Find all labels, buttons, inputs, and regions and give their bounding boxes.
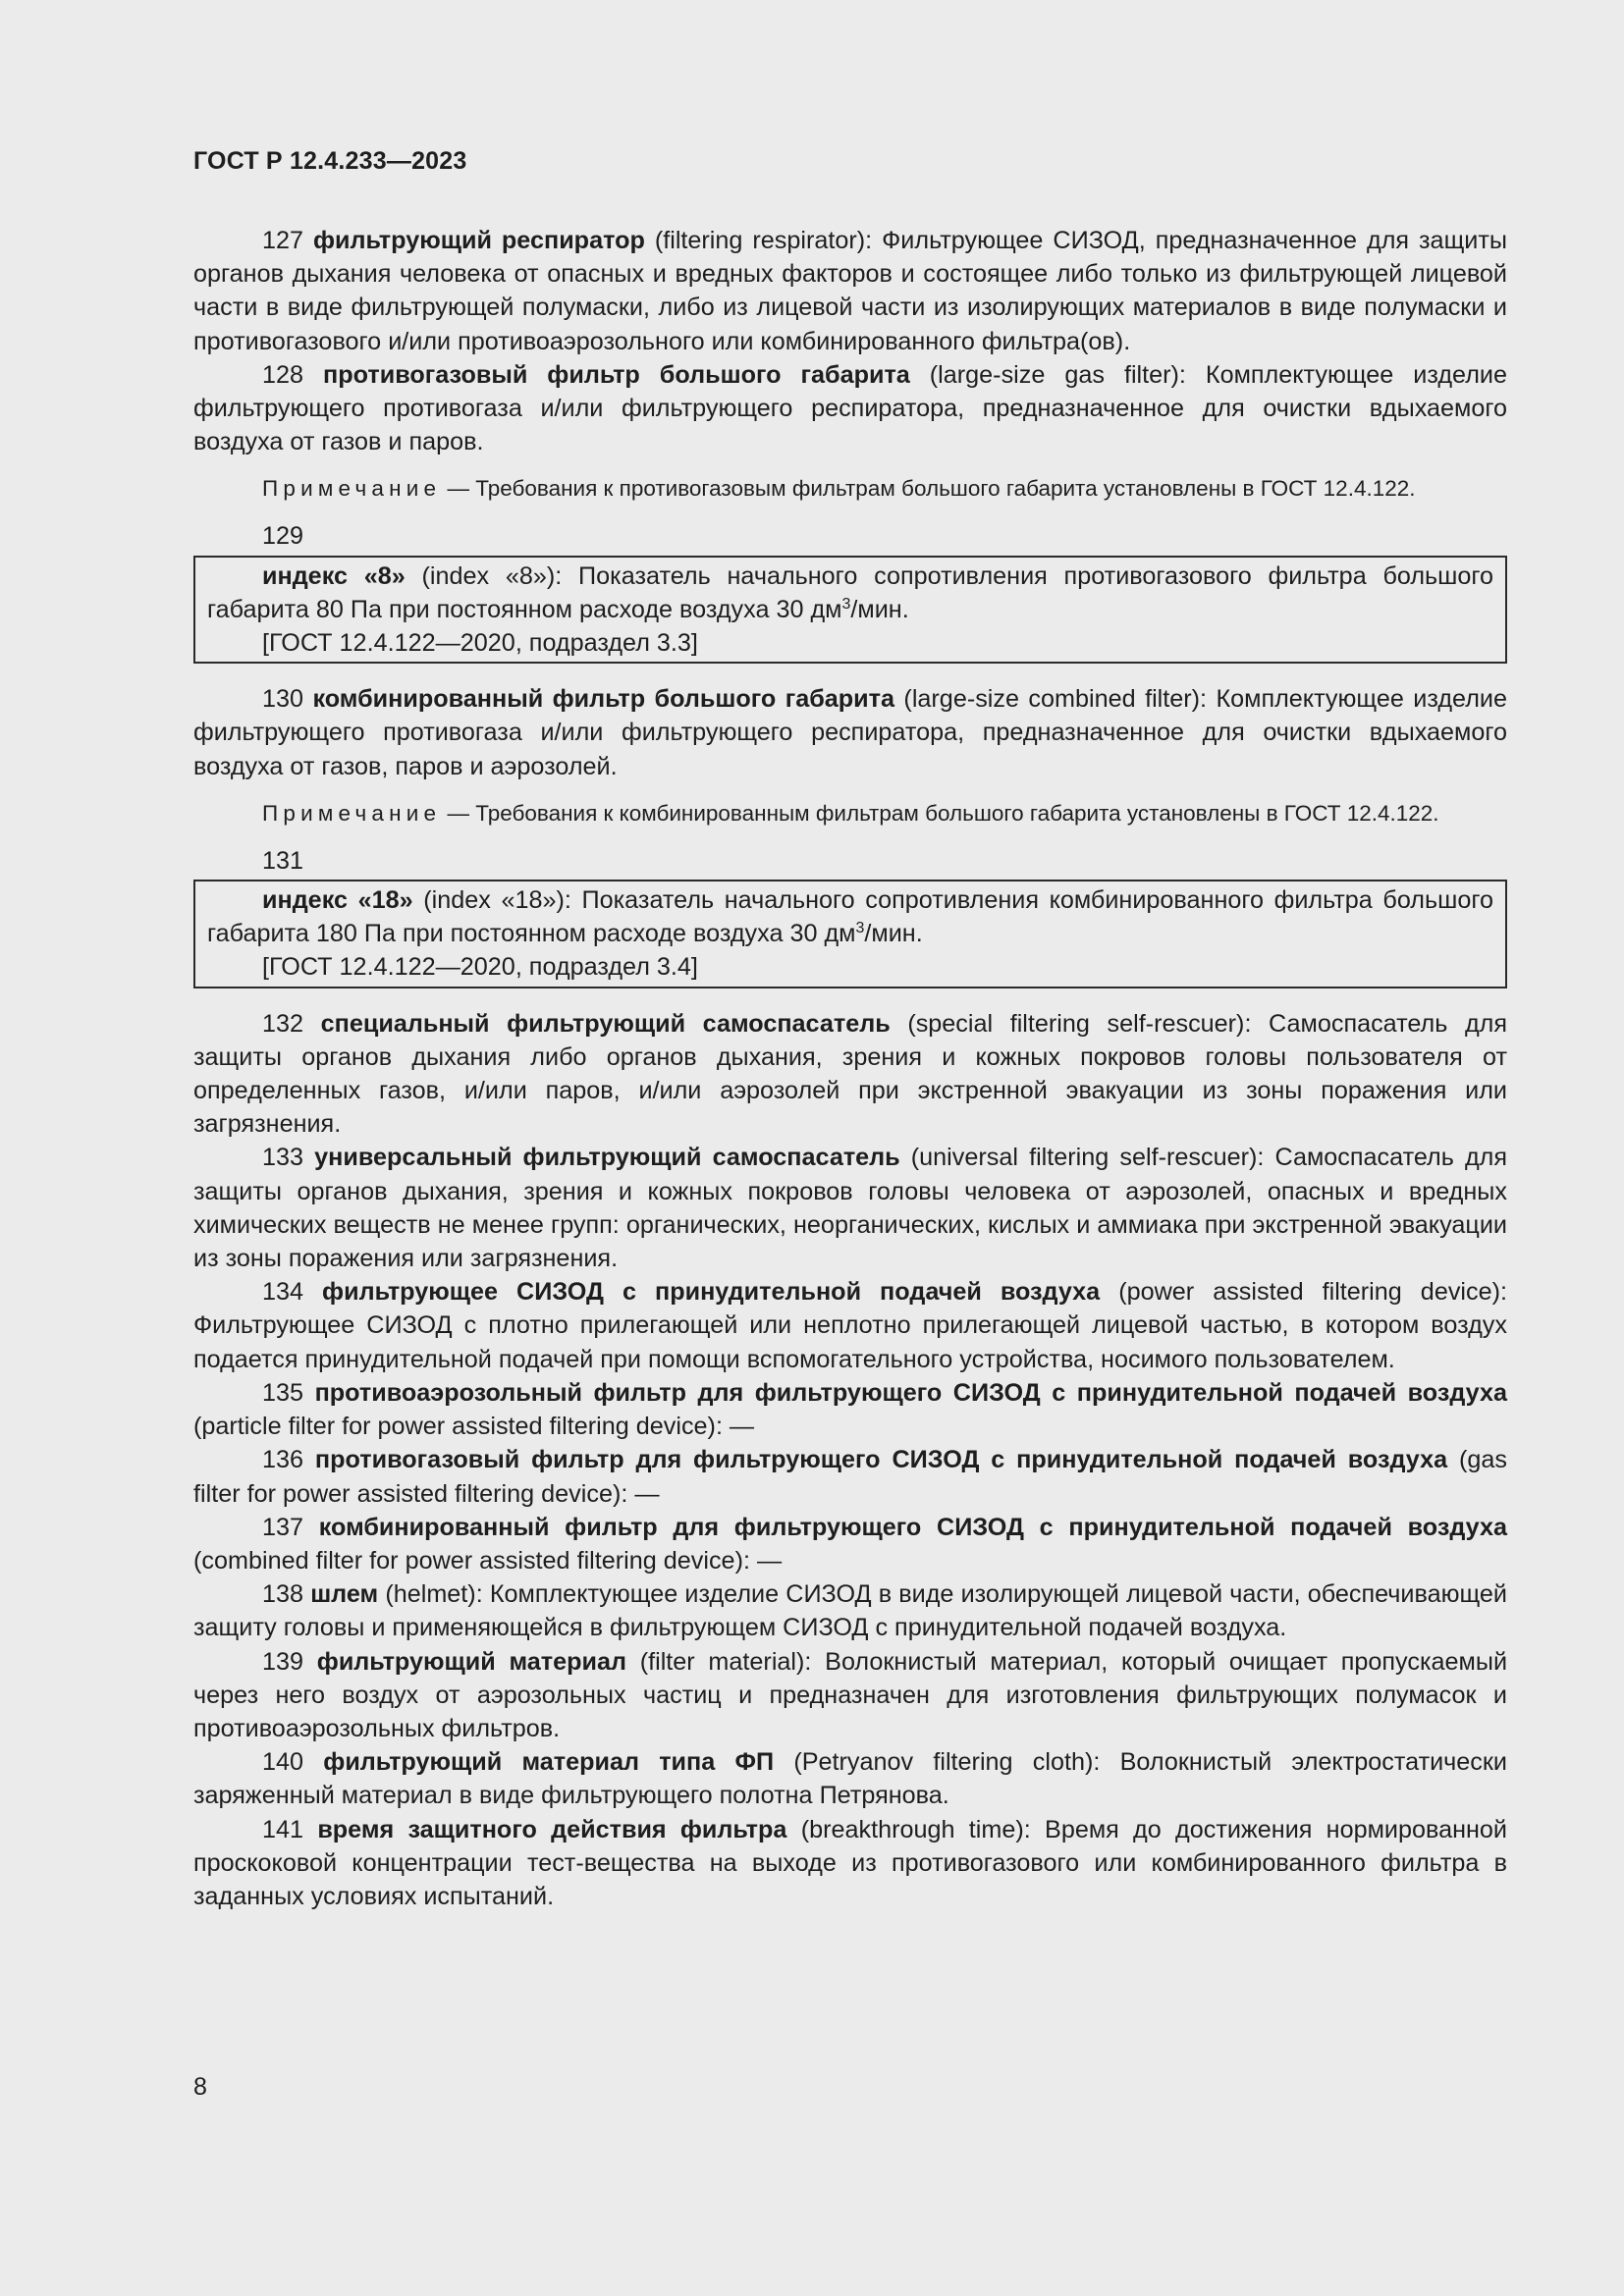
note-label: Примечание	[262, 476, 442, 502]
term-number: 136	[262, 1446, 304, 1474]
term-source-129: [ГОСТ 12.4.122—2020, подраздел 3.3]	[262, 629, 698, 658]
term-number: 137	[262, 1513, 304, 1541]
term-definition: (index «18»): Показатель начального сопротивления комбинированного фильтра большого габарита 180 Па при постоянном расходе воздуха 30 дм	[207, 886, 1493, 948]
note-text: — Требования к противогазовым фильтрам большого габарита установлены в ГОСТ 12.4.122.	[441, 476, 1416, 502]
term-definition: (particle filter for power assisted filtering device): —	[193, 1413, 755, 1441]
term-name: специальный фильтрующий самоспасатель	[320, 1009, 891, 1038]
note-128	[193, 474, 1507, 504]
term-name: фильтрующий материал	[316, 1647, 626, 1676]
term-name: противоаэрозольный фильтр для фильтрующего СИЗОД с принудительной подачей воздуха	[314, 1378, 1507, 1407]
term-entry-138	[193, 1577, 1507, 1644]
term-definition: (index «8»): Показатель начального сопротивления противогазового фильтра большого габарита 80 Па при постоянном расходе воздуха 30 дм	[207, 561, 1494, 623]
term-definition: (universal filtering self-rescuer): Самоспасатель для защиты органов дыхания, зрения и кожных покровов головы человека от аэрозолей, опасных и вредных химических веществ не менее групп: органических, неорганических, кислых и аммиака при экстренной эвакуации из зоны поражения или загрязнения.	[193, 1144, 1507, 1273]
term-entry-141	[193, 1813, 1507, 1914]
quoted-term-box-131	[193, 880, 1507, 988]
term-name: индекс «18»	[262, 886, 413, 915]
term-name: время защитного действия фильтра	[317, 1815, 787, 1843]
page-number: 8	[193, 2073, 207, 2101]
term-source-131: [ГОСТ 12.4.122—2020, подраздел 3.4]	[262, 953, 698, 982]
term-number: 128	[262, 360, 304, 389]
document-body	[193, 224, 1507, 1913]
term-entry-132	[193, 1007, 1507, 1142]
quoted-term-box-129	[193, 556, 1507, 665]
term-definition: (large-size combined filter): Комплектующее изделие фильтрующего противогаза и/или фильтрующего респиратора, предназначенное для очистки вдыхаемого воздуха от газов, паров и аэрозолей.	[193, 685, 1508, 780]
term-number: 130	[262, 685, 304, 714]
term-number: 132	[262, 1009, 304, 1038]
term-entry-129	[207, 560, 1493, 626]
superscript: 3	[855, 920, 865, 937]
term-number: 140	[262, 1748, 304, 1777]
term-definition-tail: /мин.	[850, 595, 909, 623]
term-number-129: 129	[262, 522, 304, 551]
term-name: индекс «8»	[262, 561, 406, 590]
term-entry-140	[193, 1745, 1507, 1812]
term-entry-137	[193, 1511, 1507, 1577]
term-entry-130	[193, 682, 1507, 783]
term-definition: (power assisted filtering device): Фильтрующее СИЗОД с плотно прилегающей или неплотно прилегающей лицевой частью, в котором воздух подается принудительной подачей при помощи вспомогательного устройства, носимого пользователем.	[193, 1278, 1507, 1373]
term-entry-133	[193, 1141, 1507, 1275]
note-label: Примечание	[262, 800, 442, 826]
term-definition: (gas filter for power assisted filtering device): —	[193, 1446, 1508, 1508]
term-number: 127	[262, 227, 304, 254]
note-text: — Требования к комбинированным фильтрам большого габарита установлены в ГОСТ 12.4.122.	[441, 800, 1439, 826]
term-definition: (breakthrough time): Время до достижения нормированной проскоковой концентрации тест-вещества на выходе из противогазового или комбинированного фильтра в заданных условиях испытаний.	[193, 1815, 1508, 1910]
term-definition: (large-size gas filter): Комплектующее изделие фильтрующего противогаза и/или фильтрующего респиратора, предназначенное для очистки вдыхаемого воздуха от газов и паров.	[193, 360, 1507, 456]
term-name: универсальный фильтрующий самоспасатель	[314, 1144, 900, 1172]
term-name: противогазовый фильтр большого габарита	[323, 360, 910, 389]
term-entry-135	[193, 1376, 1507, 1443]
term-name: фильтрующий материал типа ФП	[323, 1748, 775, 1777]
term-name: фильтрующий респиратор	[313, 227, 645, 254]
term-name: комбинированный фильтр большого габарита	[312, 685, 894, 714]
term-number: 139	[262, 1647, 304, 1676]
term-definition: (filtering respirator): Фильтрующее СИЗОД, предназначенное для защиты органов дыхания человека от опасных и вредных факторов и состоящее либо только из фильтрующей лицевой части в виде фильтрующей полумаски, либо из лицевой части из изолирующих материалов в виде полумаски и противогазового и/или противоаэрозольного или комбинированного фильтра(ов).	[193, 227, 1507, 355]
superscript: 3	[841, 595, 851, 613]
term-definition: (special filtering self-rescuer): Самоспасатель для защиты органов дыхания либо органов дыхания, зрения и кожных покровов головы пользователя от определенных газов, и/или паров, и/или аэрозолей при экстренной эвакуации из зоны поражения или загрязнения.	[193, 1009, 1508, 1139]
term-number-131: 131	[262, 846, 304, 875]
term-number: 141	[262, 1815, 304, 1843]
term-number: 134	[262, 1278, 304, 1307]
term-definition: (helmet): Комплектующее изделие СИЗОД в виде изолирующей лицевой части, обеспечивающей защиту головы и применяющейся в фильтрующем СИЗОД с принудительной подачей воздуха.	[193, 1580, 1507, 1642]
term-entry-136	[193, 1443, 1507, 1510]
term-name: фильтрующее СИЗОД с принудительной подачей воздуха	[322, 1278, 1101, 1307]
document-code: ГОСТ Р 12.4.233—2023	[193, 147, 467, 175]
term-number: 133	[262, 1144, 304, 1172]
term-name: противогазовый фильтр для фильтрующего СИЗОД с принудительной подачей воздуха	[314, 1446, 1448, 1474]
term-entry-134	[193, 1275, 1507, 1376]
term-entry-139	[193, 1645, 1507, 1746]
term-name: шлем	[310, 1580, 379, 1609]
term-definition: (combined filter for power assisted filtering device): —	[193, 1546, 783, 1575]
term-number: 135	[262, 1378, 304, 1407]
term-definition-tail: /мин.	[864, 920, 923, 948]
term-entry-127	[193, 224, 1507, 358]
term-definition: (filter material): Волокнистый материал, который очищает пропускаемый через него воздух от аэрозольных частиц и предназначен для изготовления фильтрующих полумасок и противоаэрозольных фильтров.	[193, 1647, 1508, 1742]
term-definition: (Petryanov filtering cloth): Волокнистый электростатически заряженный материал в виде фильтрующего полотна Петрянова.	[193, 1748, 1507, 1810]
term-name: комбинированный фильтр для фильтрующего СИЗОД с принудительной подачей воздуха	[318, 1513, 1507, 1541]
term-entry-131	[207, 883, 1493, 950]
term-entry-128	[193, 358, 1507, 459]
term-number: 138	[262, 1580, 304, 1609]
note-130	[193, 799, 1507, 828]
